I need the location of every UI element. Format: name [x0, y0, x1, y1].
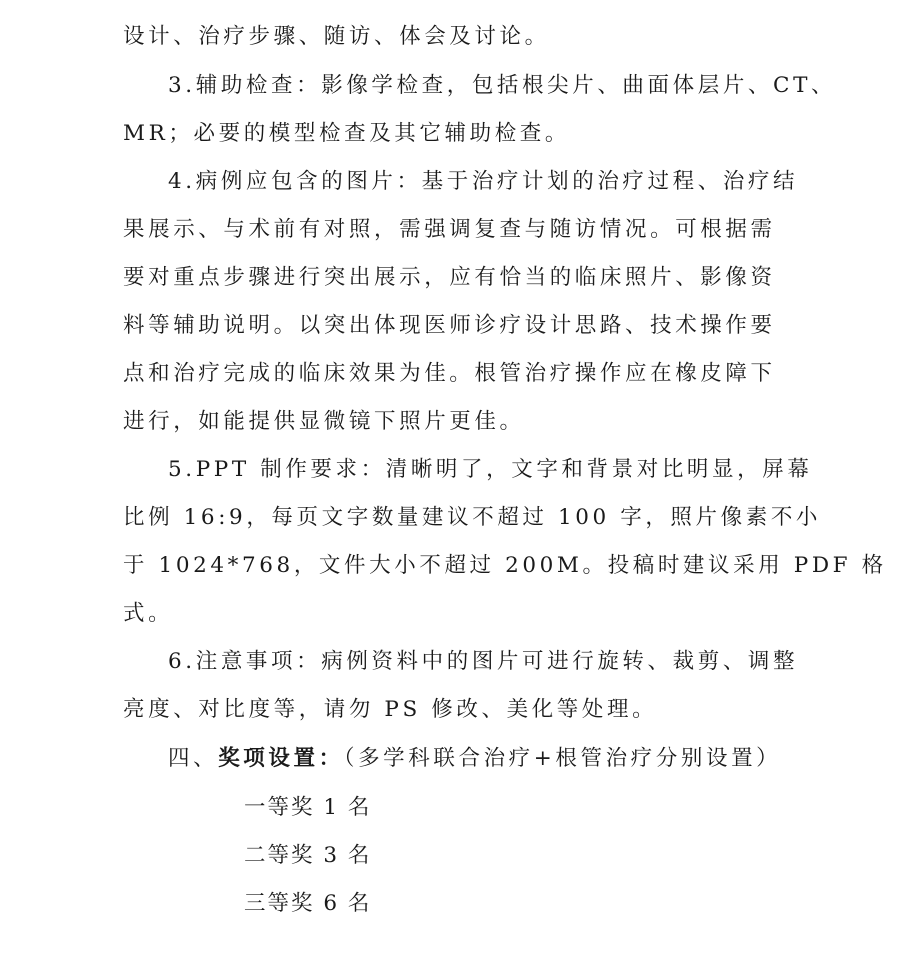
paragraph-line: 设计、治疗步骤、随访、体会及讨论。 — [123, 24, 550, 49]
item-5-line: 5.PPT 制作要求：清晰明了，文字和背景对比明显，屏幕 — [168, 457, 813, 482]
section-note: （多学科联合治疗+根管治疗分别设置） — [343, 746, 782, 771]
paragraph-line: MR；必要的模型检查及其它辅助检查。 — [123, 121, 571, 146]
paragraph-line: 点和治疗完成的临床效果为佳。根管治疗操作应在橡皮障下 — [123, 361, 776, 386]
award-third: 三等奖 6 名 — [244, 891, 372, 916]
paragraph-line: 比例 16:9，每页文字数量建议不超过 100 字，照片像素不小 — [123, 505, 822, 530]
section-title: 奖项设置： — [218, 746, 344, 771]
item-3-line: 3.辅助检查：影像学检查，包括根尖片、曲面体层片、CT、 — [168, 73, 837, 98]
section-number: 四、 — [168, 746, 219, 771]
award-first: 一等奖 1 名 — [244, 795, 372, 820]
paragraph-line: 式。 — [123, 601, 174, 626]
paragraph-line: 果展示、与术前有对照，需强调复查与随访情况。可根据需 — [123, 217, 776, 242]
paragraph-line: 要对重点步骤进行突出展示，应有恰当的临床照片、影像资 — [123, 265, 776, 290]
paragraph-line: 亮度、对比度等，请勿 PS 修改、美化等处理。 — [123, 697, 658, 722]
award-second: 二等奖 3 名 — [244, 843, 372, 868]
paragraph-line: 进行，如能提供显微镜下照片更佳。 — [123, 409, 525, 434]
paragraph-line: 于 1024*768，文件大小不超过 200M。投稿时建议采用 PDF 格 — [123, 553, 887, 578]
item-4-line: 4.病例应包含的图片：基于治疗计划的治疗过程、治疗结 — [168, 169, 799, 194]
item-6-line: 6.注意事项：病例资料中的图片可进行旋转、裁剪、调整 — [168, 649, 799, 674]
paragraph-line: 料等辅助说明。以突出体现医师诊疗设计思路、技术操作要 — [123, 313, 776, 338]
section-heading — [168, 744, 781, 774]
